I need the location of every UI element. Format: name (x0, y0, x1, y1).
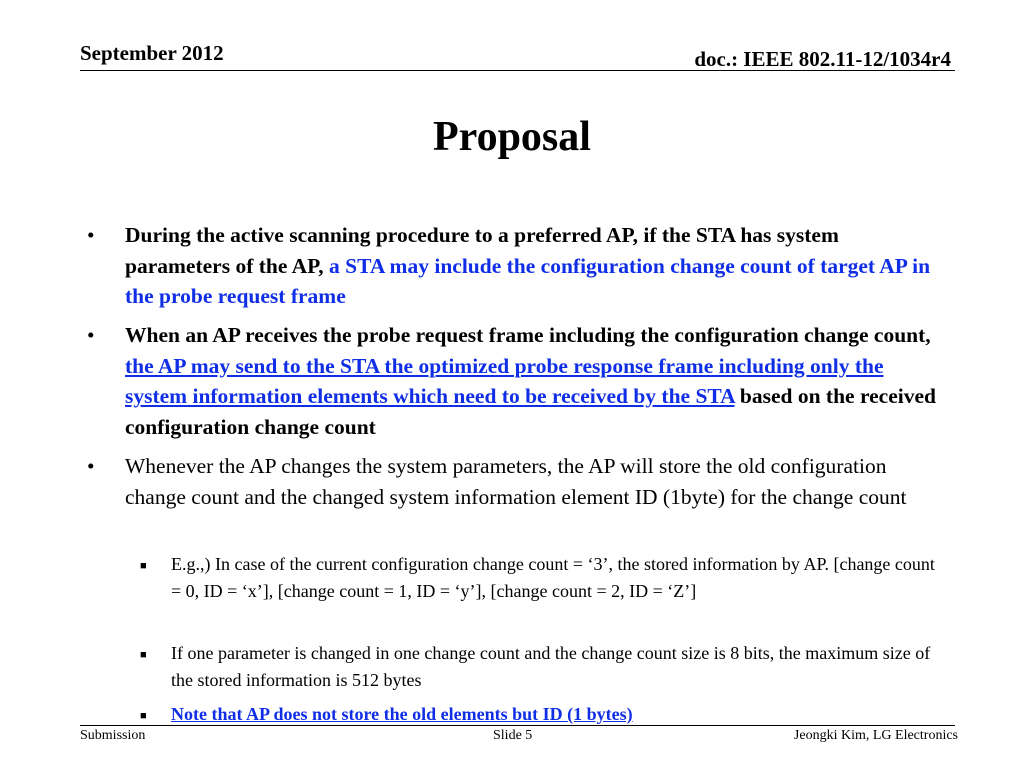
bullet-item-1 (87, 220, 940, 312)
bullet-2-highlight: the AP may send to the STA the optimized probe response frame including only the system information elements which need to be received by the STA (125, 353, 884, 408)
bullet-1-highlight: a STA may include the configuration change count of target AP in the probe request frame (125, 253, 931, 308)
sub-bullet-item-3 (140, 701, 946, 728)
footer-divider (80, 725, 955, 726)
header-date: September 2012 (80, 41, 224, 65)
sub-bullet-marker: ■ (140, 710, 147, 722)
footer-slide-number: Slide 5 (493, 728, 533, 743)
bullet-1-text: During the active scanning procedure to a preferred AP, if the STA has system parameters of the AP, (125, 223, 839, 278)
sub-bullet-3-text: Note that AP does not store the old elements but ID (1 bytes) (171, 704, 633, 724)
footer-author: Jeongki Kim, LG Electronics (793, 728, 958, 743)
bullet-marker: • (87, 454, 95, 478)
bullet-marker: • (87, 323, 95, 347)
bullet-2-text-after: based on the received configuration change count (125, 384, 936, 439)
bullet-item-3 (87, 451, 940, 512)
bullet-item-2 (87, 320, 940, 442)
footer-submission: Submission (80, 728, 146, 743)
slide-title: Proposal (433, 114, 591, 160)
sub-bullet-marker: ■ (140, 560, 147, 572)
sub-bullet-item-2 (140, 640, 946, 693)
sub-bullet-2-text: If one parameter is changed in one change count and the change count size is 8 bits, the maximum size of the stored information is 512 bytes (171, 643, 931, 690)
bullet-marker: • (87, 223, 95, 247)
sub-bullet-1-text: E.g.,) In case of the current configuration change count = ‘3’, the stored information by AP. [change count = 0, ID = ‘x’], [change count = 1, ID = ‘y’], [change count = 2, ID = ‘Z’] (171, 554, 935, 601)
bullet-3-text: Whenever the AP changes the system parameters, the AP will store the old configuration change count and the changed system information element ID (1byte) for the change count (125, 454, 907, 509)
bullet-2-text: When an AP receives the probe request frame including the configuration change count, (125, 323, 931, 347)
header-divider (80, 70, 955, 71)
sub-bullet-item-1 (140, 551, 946, 604)
sub-bullet-marker: ■ (140, 649, 147, 661)
header-doc-number: doc.: IEEE 802.11-12/1034r4 (694, 47, 951, 71)
